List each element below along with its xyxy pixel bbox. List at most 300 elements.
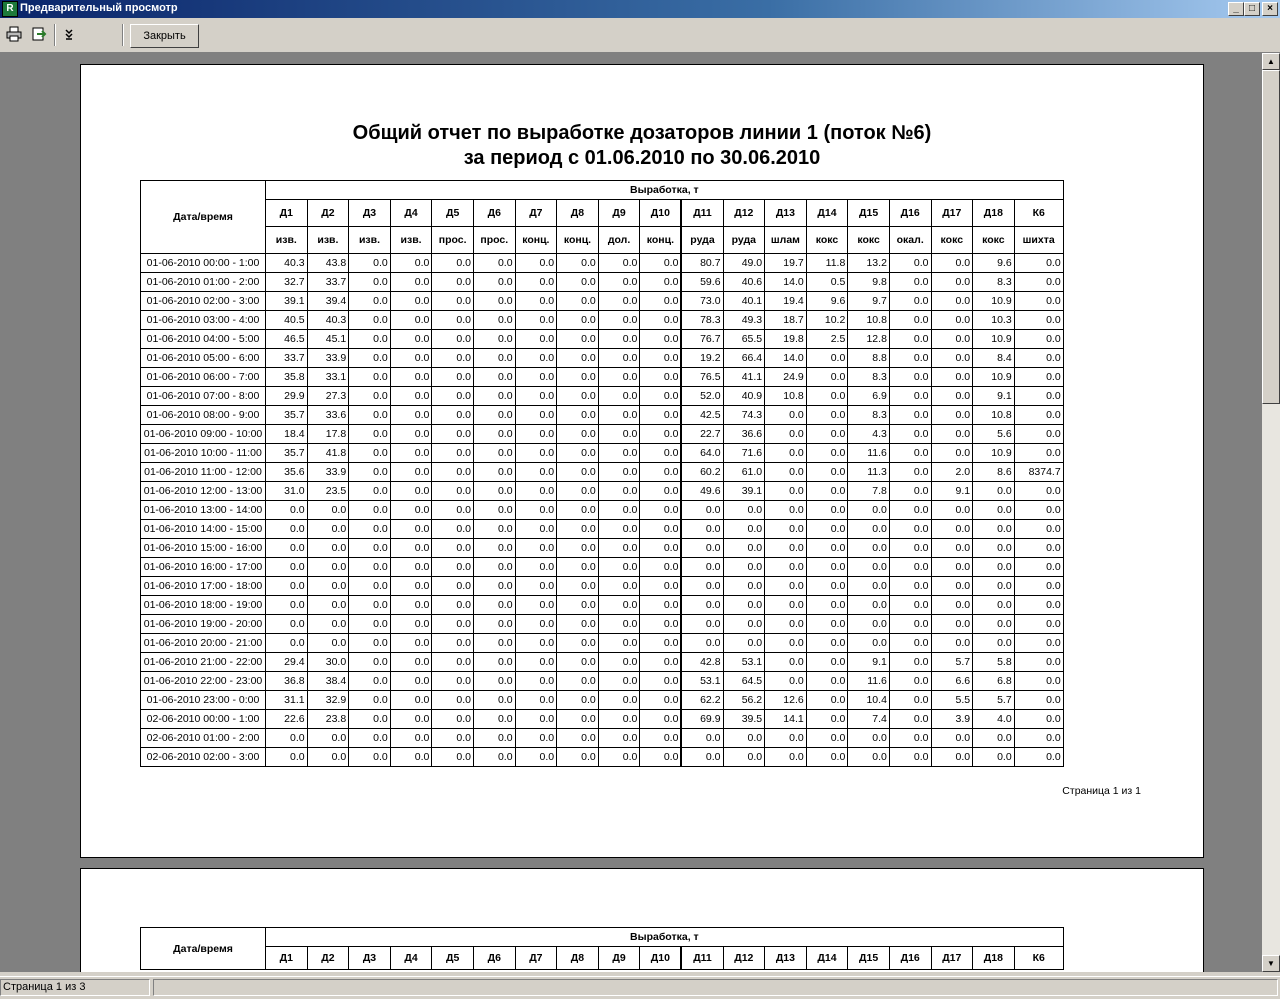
table-cell: 0.0 (390, 349, 432, 368)
table-cell: 0.0 (349, 311, 391, 330)
table-cell: 0.0 (557, 254, 599, 273)
table-cell: 5.7 (973, 691, 1015, 710)
row-datetime: 01-06-2010 20:00 - 21:00 (141, 634, 266, 653)
table-cell: 0.0 (640, 748, 682, 767)
table-cell: 0.0 (390, 729, 432, 748)
window-title: Предварительный просмотр (20, 2, 178, 14)
table-cell: 0.0 (889, 558, 931, 577)
table-cell: 0.0 (432, 482, 474, 501)
table-cell: 0.0 (889, 406, 931, 425)
column-header-material: конц. (515, 227, 557, 254)
table-cell: 0.0 (765, 425, 807, 444)
table-cell: 22.6 (266, 710, 308, 729)
row-datetime: 01-06-2010 19:00 - 20:00 (141, 615, 266, 634)
table-cell: 0.0 (557, 349, 599, 368)
table-cell: 0.0 (723, 539, 765, 558)
table-cell: 0.0 (515, 254, 557, 273)
table-cell: 0.0 (390, 311, 432, 330)
table-cell: 0.0 (515, 653, 557, 672)
table-cell: 10.8 (973, 406, 1015, 425)
table-cell: 0.0 (515, 615, 557, 634)
table-cell: 0.0 (473, 634, 515, 653)
table-cell: 0.0 (473, 653, 515, 672)
table-cell: 0.0 (390, 444, 432, 463)
table-cell: 14.1 (765, 710, 807, 729)
table-cell: 0.0 (349, 349, 391, 368)
table-cell: 0.0 (557, 710, 599, 729)
table-cell: 0.0 (473, 311, 515, 330)
table-cell: 0.0 (307, 501, 349, 520)
row-datetime: 01-06-2010 02:00 - 3:00 (141, 292, 266, 311)
row-datetime: 01-06-2010 13:00 - 14:00 (141, 501, 266, 520)
table-cell: 0.0 (473, 729, 515, 748)
table-cell: 0.0 (931, 577, 973, 596)
row-datetime: 01-06-2010 17:00 - 18:00 (141, 577, 266, 596)
vertical-scrollbar[interactable] (1262, 53, 1280, 972)
table-cell: 11.6 (848, 672, 890, 691)
table-cell: 0.0 (598, 444, 640, 463)
status-bar (0, 976, 1280, 999)
table-cell: 0.0 (473, 520, 515, 539)
table-cell: 10.4 (848, 691, 890, 710)
table-cell: 0.0 (806, 634, 848, 653)
table-cell: 0.0 (515, 406, 557, 425)
table-cell: 0.0 (806, 748, 848, 767)
table-cell: 0.0 (640, 273, 682, 292)
table-cell: 0.0 (432, 596, 474, 615)
table-cell: 0.0 (889, 368, 931, 387)
table-cell: 0.0 (598, 729, 640, 748)
table-row (141, 311, 1064, 330)
table-cell: 8.8 (848, 349, 890, 368)
table-cell: 0.0 (765, 596, 807, 615)
close-button[interactable]: Закрыть (130, 24, 199, 48)
table-cell: 0.0 (640, 292, 682, 311)
table-cell: 0.0 (349, 387, 391, 406)
table-cell: 0.0 (848, 596, 890, 615)
table-cell: 0.0 (432, 539, 474, 558)
table-cell: 10.8 (848, 311, 890, 330)
table-row (141, 292, 1064, 311)
table-cell: 0.0 (973, 539, 1015, 558)
table-cell: 0.0 (515, 387, 557, 406)
table-cell: 0.0 (390, 425, 432, 444)
table-cell: 0.0 (640, 653, 682, 672)
table-cell: 0.0 (557, 653, 599, 672)
table-cell: 0.0 (432, 463, 474, 482)
table-cell: 0.0 (432, 748, 474, 767)
scroll-thumb[interactable] (1262, 70, 1280, 404)
table-cell: 11.8 (806, 254, 848, 273)
table-cell: 0.0 (515, 539, 557, 558)
table-cell: 0.0 (349, 634, 391, 653)
table-cell: 0.0 (973, 520, 1015, 539)
table-cell: 0.0 (806, 615, 848, 634)
table-cell: 40.5 (266, 311, 308, 330)
table-cell: 0.0 (640, 634, 682, 653)
row-datetime: 02-06-2010 00:00 - 1:00 (141, 710, 266, 729)
table-cell: 0.0 (432, 710, 474, 729)
header-output-group: Выработка, т (266, 928, 1064, 947)
table-cell: 0.0 (848, 539, 890, 558)
table-cell: 0.0 (1014, 311, 1063, 330)
table-cell: 61.0 (723, 463, 765, 482)
table-cell: 0.0 (806, 349, 848, 368)
table-cell: 0.0 (848, 577, 890, 596)
table-cell: 0.0 (973, 501, 1015, 520)
table-cell: 0.0 (973, 729, 1015, 748)
table-cell: 0.0 (931, 501, 973, 520)
table-cell: 0.0 (640, 368, 682, 387)
column-header-material: дол. (598, 227, 640, 254)
last-page-icon[interactable] (60, 26, 78, 44)
column-header-material: прос. (473, 227, 515, 254)
maximize-button[interactable]: □ (1244, 2, 1260, 16)
table-cell: 0.0 (806, 558, 848, 577)
table-cell: 0.0 (889, 444, 931, 463)
table-cell: 0.0 (1014, 330, 1063, 349)
table-cell: 0.0 (266, 501, 308, 520)
table-row (141, 615, 1064, 634)
column-header-code: К6 (1014, 947, 1063, 970)
table-cell: 0.0 (931, 729, 973, 748)
table-cell: 0.0 (390, 292, 432, 311)
table-cell: 8.3 (848, 406, 890, 425)
table-cell: 0.0 (640, 406, 682, 425)
printer-icon[interactable] (5, 26, 23, 44)
column-header-code: Д13 (765, 200, 807, 227)
table-cell: 0.0 (765, 501, 807, 520)
row-datetime: 01-06-2010 23:00 - 0:00 (141, 691, 266, 710)
table-cell: 4.0 (973, 710, 1015, 729)
table-cell: 0.0 (432, 406, 474, 425)
table-cell: 0.0 (515, 577, 557, 596)
row-datetime: 01-06-2010 09:00 - 10:00 (141, 425, 266, 444)
table-cell: 0.0 (889, 482, 931, 501)
table-cell: 0.0 (473, 558, 515, 577)
table-cell: 0.0 (640, 311, 682, 330)
table-cell: 0.0 (889, 311, 931, 330)
row-datetime: 02-06-2010 02:00 - 3:00 (141, 748, 266, 767)
table-cell: 0.0 (432, 444, 474, 463)
table-cell: 0.0 (349, 748, 391, 767)
table-cell: 64.5 (723, 672, 765, 691)
table-cell: 0.0 (515, 634, 557, 653)
table-cell: 0.0 (889, 387, 931, 406)
table-cell: 0.0 (723, 501, 765, 520)
table-cell: 0.0 (1014, 653, 1063, 672)
table-cell: 43.8 (307, 254, 349, 273)
column-header-code: Д18 (973, 947, 1015, 970)
table-cell: 0.0 (349, 463, 391, 482)
table-cell: 0.0 (723, 634, 765, 653)
table-cell: 0.0 (723, 729, 765, 748)
close-window-button[interactable]: × (1262, 2, 1278, 16)
table-cell: 0.0 (889, 425, 931, 444)
column-header-code: Д11 (681, 200, 723, 227)
table-cell: 0.0 (307, 577, 349, 596)
row-datetime: 01-06-2010 14:00 - 15:00 (141, 520, 266, 539)
table-cell: 32.9 (307, 691, 349, 710)
scroll-up-button[interactable]: ▲ (1262, 53, 1280, 70)
table-cell: 0.0 (931, 368, 973, 387)
table-cell: 0.0 (557, 577, 599, 596)
column-header-material: кокс (848, 227, 890, 254)
table-cell: 7.8 (848, 482, 890, 501)
table-cell: 0.0 (723, 520, 765, 539)
table-row (141, 349, 1064, 368)
table-cell: 35.6 (266, 463, 308, 482)
table-cell: 0.0 (598, 653, 640, 672)
table-cell: 33.7 (307, 273, 349, 292)
table-cell: 0.0 (931, 330, 973, 349)
report-page-1 (80, 64, 1204, 858)
table-cell: 10.2 (806, 311, 848, 330)
table-cell: 0.0 (931, 292, 973, 311)
row-datetime: 01-06-2010 12:00 - 13:00 (141, 482, 266, 501)
table-cell: 0.0 (889, 653, 931, 672)
table-cell: 8.3 (973, 273, 1015, 292)
table-cell: 0.0 (266, 558, 308, 577)
status-panel-empty (153, 979, 1278, 996)
table-cell: 0.0 (598, 539, 640, 558)
table-cell: 0.0 (1014, 691, 1063, 710)
table-cell: 0.0 (598, 691, 640, 710)
table-cell: 0.0 (1014, 558, 1063, 577)
table-cell: 0.0 (432, 330, 474, 349)
table-cell: 0.0 (349, 691, 391, 710)
table-row (141, 482, 1064, 501)
table-cell: 0.0 (1014, 539, 1063, 558)
table-cell: 0.0 (432, 615, 474, 634)
table-cell: 0.0 (765, 482, 807, 501)
table-cell: 0.0 (765, 463, 807, 482)
table-cell: 46.5 (266, 330, 308, 349)
table-cell: 0.0 (931, 254, 973, 273)
table-cell: 0.0 (889, 672, 931, 691)
table-cell: 0.0 (349, 729, 391, 748)
column-header-material: изв. (266, 227, 308, 254)
column-header-material: шихта (1014, 227, 1063, 254)
table-cell: 0.0 (598, 520, 640, 539)
table-cell: 33.1 (307, 368, 349, 387)
toolbar-separator (54, 24, 56, 46)
table-cell: 0.0 (473, 501, 515, 520)
row-datetime: 01-06-2010 07:00 - 8:00 (141, 387, 266, 406)
table-cell: 10.9 (973, 330, 1015, 349)
table-cell: 80.7 (681, 254, 723, 273)
table-cell: 0.0 (931, 311, 973, 330)
table-cell: 0.0 (390, 634, 432, 653)
table-cell: 0.0 (973, 748, 1015, 767)
export-icon[interactable] (30, 26, 48, 44)
table-cell: 0.0 (640, 330, 682, 349)
column-header-code: Д10 (640, 200, 682, 227)
table-cell: 40.9 (723, 387, 765, 406)
column-header-material: кокс (973, 227, 1015, 254)
table-cell: 0.0 (515, 501, 557, 520)
table-cell: 0.0 (1014, 368, 1063, 387)
table-cell: 0.0 (765, 444, 807, 463)
table-cell: 0.0 (598, 254, 640, 273)
table-cell: 0.0 (806, 520, 848, 539)
table-cell: 0.0 (931, 406, 973, 425)
table-cell: 0.0 (806, 729, 848, 748)
table-cell: 0.0 (557, 748, 599, 767)
table-cell: 4.3 (848, 425, 890, 444)
table-cell: 0.0 (390, 368, 432, 387)
report-page-2 (80, 868, 1204, 972)
column-header-material: изв. (307, 227, 349, 254)
table-cell: 0.0 (349, 596, 391, 615)
table-row (141, 653, 1064, 672)
table-row (141, 710, 1064, 729)
table-cell: 0.0 (765, 539, 807, 558)
table-cell: 0.0 (806, 596, 848, 615)
table-cell: 0.0 (931, 387, 973, 406)
table-cell: 0.0 (640, 558, 682, 577)
table-row (141, 444, 1064, 463)
table-cell: 0.0 (723, 558, 765, 577)
table-cell: 41.8 (307, 444, 349, 463)
table-cell: 0.0 (432, 311, 474, 330)
table-cell: 0.0 (640, 729, 682, 748)
table-cell: 0.0 (390, 615, 432, 634)
table-cell: 36.8 (266, 672, 308, 691)
table-cell: 0.0 (349, 577, 391, 596)
column-header-material: конц. (557, 227, 599, 254)
table-cell: 0.0 (931, 634, 973, 653)
table-cell: 0.0 (557, 615, 599, 634)
table-cell: 0.0 (349, 672, 391, 691)
table-cell: 0.0 (889, 254, 931, 273)
table-cell: 0.0 (557, 539, 599, 558)
table-cell: 0.0 (432, 634, 474, 653)
table-cell: 33.7 (266, 349, 308, 368)
table-cell: 0.0 (349, 330, 391, 349)
row-datetime: 01-06-2010 18:00 - 19:00 (141, 596, 266, 615)
table-cell: 0.0 (473, 539, 515, 558)
table-cell: 0.0 (931, 539, 973, 558)
table-cell: 0.0 (515, 463, 557, 482)
column-header-material: кокс (806, 227, 848, 254)
table-cell: 0.0 (432, 425, 474, 444)
table-cell: 0.0 (889, 615, 931, 634)
table-cell: 0.0 (557, 292, 599, 311)
table-cell: 0.0 (1014, 425, 1063, 444)
table-cell: 12.6 (765, 691, 807, 710)
table-cell: 0.0 (889, 292, 931, 311)
table-cell: 0.0 (390, 748, 432, 767)
header-output-group: Выработка, т (266, 181, 1064, 200)
table-cell: 74.3 (723, 406, 765, 425)
table-cell: 0.0 (390, 254, 432, 273)
table-cell: 0.0 (307, 615, 349, 634)
table-cell: 0.0 (515, 729, 557, 748)
table-cell: 39.5 (723, 710, 765, 729)
row-datetime: 01-06-2010 00:00 - 1:00 (141, 254, 266, 273)
row-datetime: 02-06-2010 01:00 - 2:00 (141, 729, 266, 748)
table-cell: 0.0 (557, 368, 599, 387)
table-cell: 9.1 (973, 387, 1015, 406)
table-cell: 0.0 (681, 729, 723, 748)
table-cell: 0.0 (432, 653, 474, 672)
table-cell: 0.0 (473, 444, 515, 463)
table-cell: 0.0 (266, 748, 308, 767)
table-cell: 40.1 (723, 292, 765, 311)
table-cell: 0.0 (557, 691, 599, 710)
table-cell: 0.0 (557, 444, 599, 463)
table-cell: 0.0 (640, 349, 682, 368)
table-cell: 0.0 (266, 634, 308, 653)
column-header-code: Д8 (557, 947, 599, 970)
column-header-material: прос. (432, 227, 474, 254)
scroll-down-button[interactable]: ▼ (1262, 955, 1280, 972)
table-cell: 9.7 (848, 292, 890, 311)
table-cell: 0.0 (1014, 273, 1063, 292)
table-cell: 19.2 (681, 349, 723, 368)
table-cell: 0.0 (598, 558, 640, 577)
table-cell: 0.0 (390, 273, 432, 292)
table-cell: 5.6 (973, 425, 1015, 444)
table-cell: 9.1 (848, 653, 890, 672)
minimize-button[interactable]: _ (1228, 2, 1244, 16)
table-cell: 6.9 (848, 387, 890, 406)
table-cell: 0.0 (640, 539, 682, 558)
table-cell: 53.1 (723, 653, 765, 672)
table-cell: 0.0 (806, 425, 848, 444)
table-cell: 0.0 (1014, 710, 1063, 729)
table-cell: 10.3 (973, 311, 1015, 330)
column-header-code: Д15 (848, 200, 890, 227)
table-cell: 0.0 (266, 615, 308, 634)
row-datetime: 01-06-2010 05:00 - 6:00 (141, 349, 266, 368)
table-cell: 0.0 (557, 330, 599, 349)
table-cell: 0.0 (432, 691, 474, 710)
table-cell: 60.2 (681, 463, 723, 482)
table-row (141, 463, 1064, 482)
table-cell: 0.0 (681, 539, 723, 558)
table-row (141, 520, 1064, 539)
table-cell: 0.0 (640, 710, 682, 729)
table-cell: 27.3 (307, 387, 349, 406)
table-row (141, 691, 1064, 710)
table-cell: 0.0 (349, 406, 391, 425)
table-cell: 0.0 (390, 387, 432, 406)
table-cell: 5.8 (973, 653, 1015, 672)
table-cell: 0.0 (889, 349, 931, 368)
table-cell: 0.0 (307, 748, 349, 767)
table-cell: 0.0 (765, 653, 807, 672)
table-cell: 0.0 (806, 444, 848, 463)
table-cell: 0.0 (640, 444, 682, 463)
table-cell: 10.8 (765, 387, 807, 406)
table-cell: 0.0 (931, 273, 973, 292)
table-cell: 0.0 (349, 368, 391, 387)
table-cell: 0.0 (390, 691, 432, 710)
table-cell: 0.0 (1014, 254, 1063, 273)
table-cell: 65.5 (723, 330, 765, 349)
table-cell: 3.9 (931, 710, 973, 729)
table-cell: 0.0 (307, 596, 349, 615)
table-cell: 0.0 (473, 349, 515, 368)
table-cell: 0.0 (598, 292, 640, 311)
table-cell: 0.0 (473, 425, 515, 444)
table-row (141, 273, 1064, 292)
table-cell: 0.0 (349, 444, 391, 463)
preview-area[interactable] (0, 53, 1262, 972)
table-cell: 0.0 (640, 254, 682, 273)
